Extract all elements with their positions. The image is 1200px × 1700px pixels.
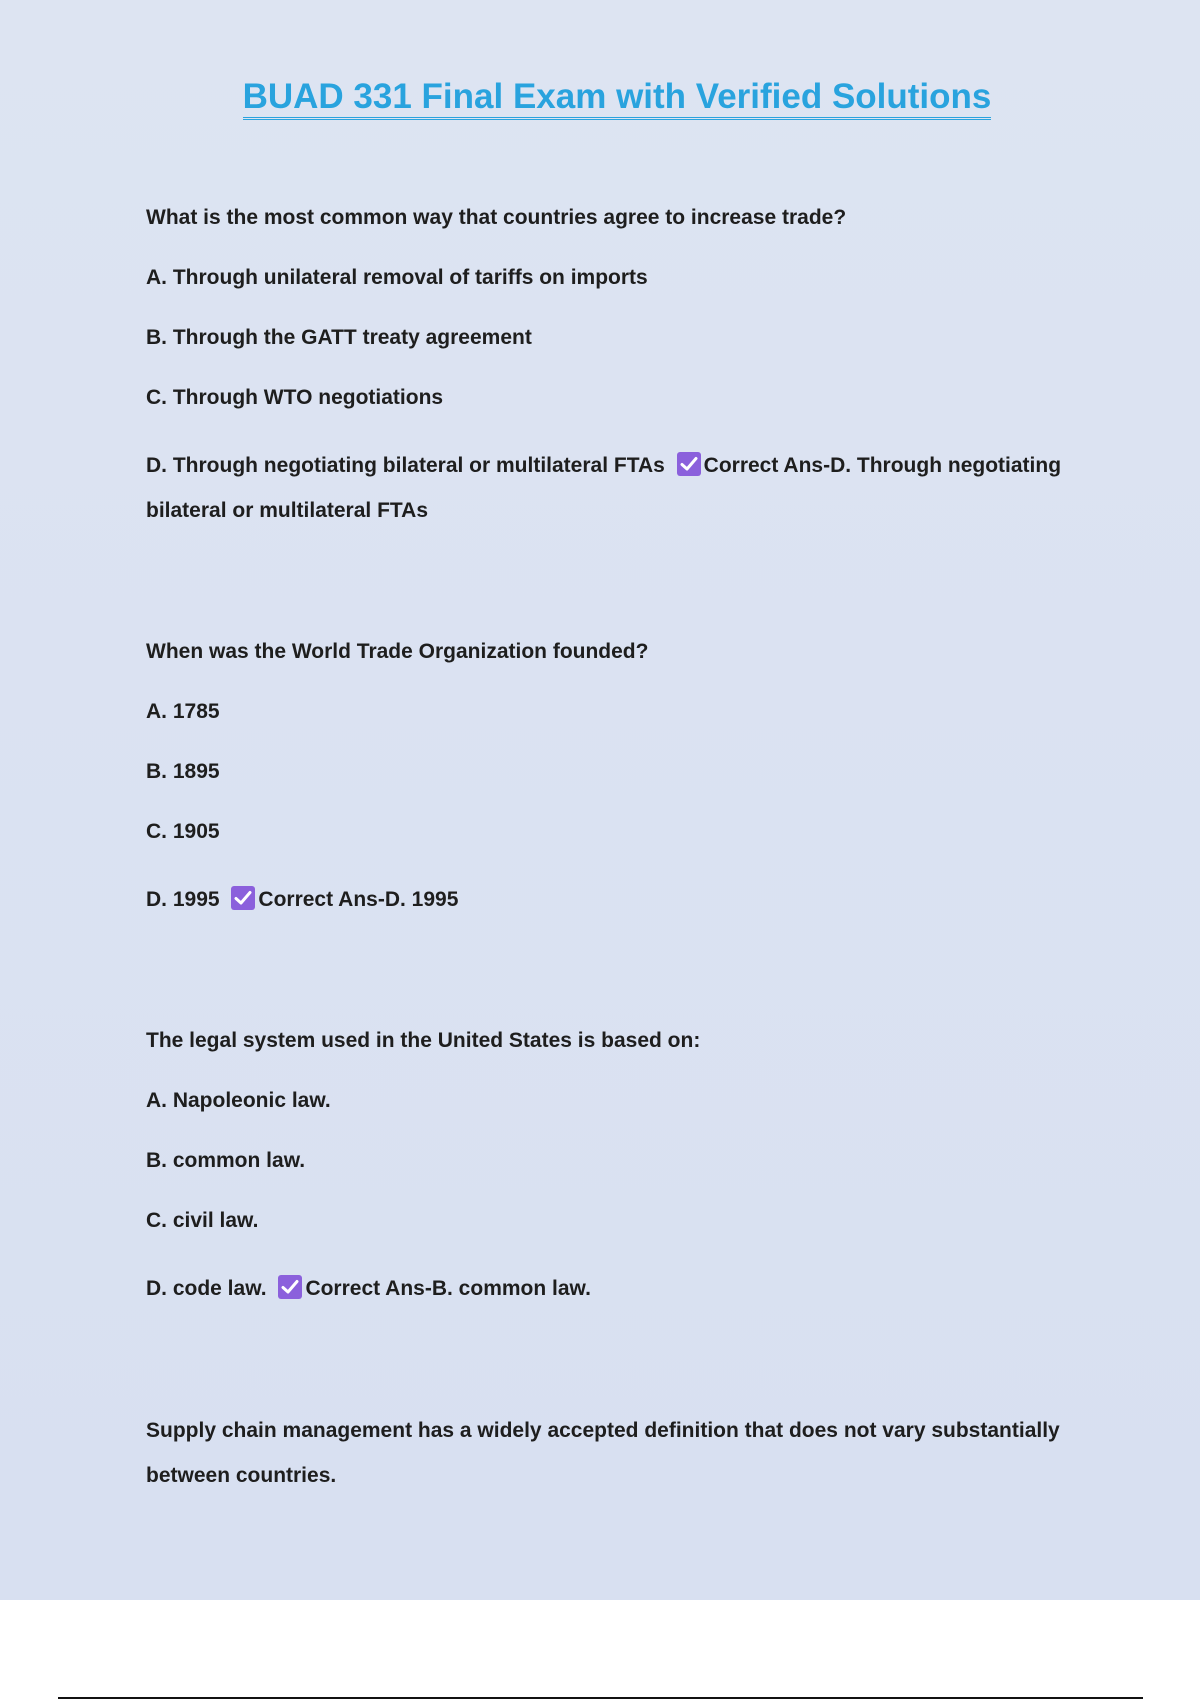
answer-option: D. code law. <box>146 1277 267 1300</box>
question-text: Supply chain management has a widely accepted definition that does not vary substantially between countries. <box>146 1419 1060 1487</box>
answer-option: D. 1995 <box>146 888 220 911</box>
checkbox-check-icon <box>278 1275 302 1299</box>
answer-option: C. Through WTO negotiations <box>146 386 444 409</box>
answer-line <box>146 1266 1086 1311</box>
checkbox-check-icon <box>231 886 255 910</box>
footer-divider <box>58 1697 1143 1699</box>
correct-answer: Correct Ans-B. common law. <box>305 1277 591 1300</box>
answer-option: A. Through unilateral removal of tariffs on imports <box>146 266 648 289</box>
correct-answer: Correct Ans-D. Through negotiating bilateral or multilateral FTAs <box>146 454 1062 522</box>
exam-content <box>146 203 1086 1498</box>
document-title-text: BUAD 331 Final Exam with Verified Solutions <box>243 77 992 120</box>
checkbox-check-icon <box>677 452 701 476</box>
question-text: When was the World Trade Organization founded? <box>146 640 649 663</box>
answer-option: D. Through negotiating bilateral or multilateral FTAs <box>146 454 665 477</box>
answer-option: A. 1785 <box>146 700 220 723</box>
question-text: The legal system used in the United States is based on: <box>146 1029 701 1052</box>
answer-option: B. Through the GATT treaty agreement <box>146 326 532 349</box>
answer-option: B. common law. <box>146 1149 306 1172</box>
answer-line <box>146 443 1086 533</box>
answer-option: C. 1905 <box>146 820 220 843</box>
question-block-3 <box>146 1026 1086 1311</box>
question-block-1 <box>146 203 1086 533</box>
answer-option: B. 1895 <box>146 760 220 783</box>
answer-option: C. civil law. <box>146 1209 259 1232</box>
question-block-2 <box>146 637 1086 922</box>
answer-line <box>146 877 1086 922</box>
question-block-4 <box>146 1408 1086 1498</box>
document-title <box>0 74 1200 120</box>
question-text: What is the most common way that countries agree to increase trade? <box>146 206 847 229</box>
correct-answer: Correct Ans-D. 1995 <box>258 888 459 911</box>
answer-option: A. Napoleonic law. <box>146 1089 331 1112</box>
